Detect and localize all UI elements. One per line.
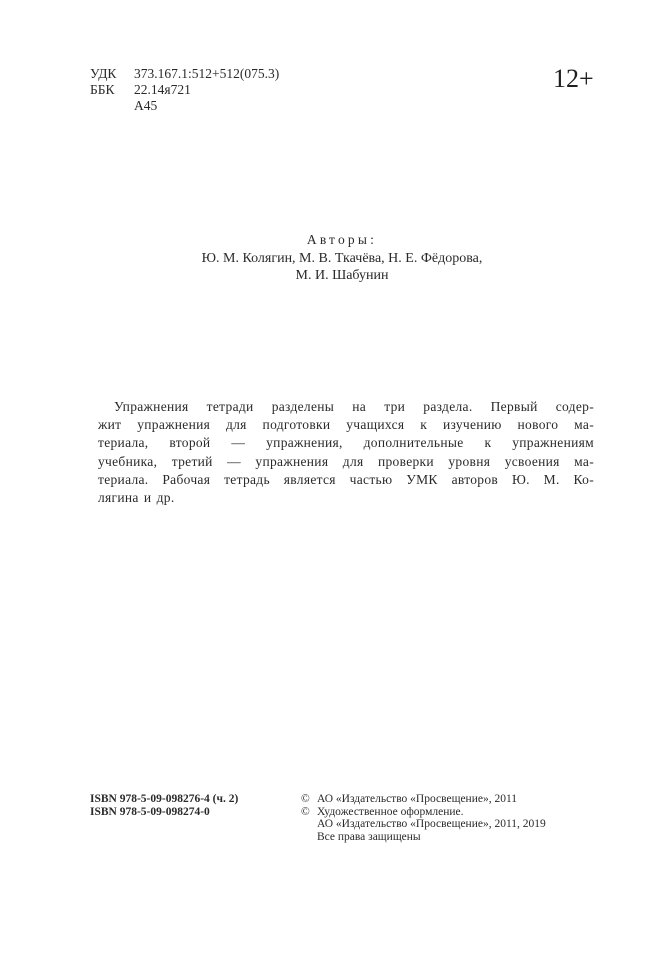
udk-row [90, 66, 279, 82]
isbn-line: ISBN 978-5-09-098274-0 [90, 805, 210, 818]
authors-line-1: Ю. М. Колягин, М. В. Ткачёва, Н. Е. Фёдорова, [201, 251, 483, 266]
annotation-paragraph [98, 398, 594, 507]
annotation-line: териала. Рабочая тетрадь является частью УМК авторов Ю. М. Ко- [98, 471, 594, 487]
age-rating: 12+ [553, 64, 594, 93]
copyright-icon: © [301, 793, 310, 805]
bbk-value: 22.14я721 [134, 82, 191, 97]
authors-heading: Авторы: [306, 232, 378, 247]
annotation-line: жит упражнения для подготовки учащихся к изучению нового ма- [98, 417, 594, 433]
authors-list [0, 250, 650, 284]
copyright-line: АО «Издательство «Просвещение», 2011, 2019 [317, 818, 546, 830]
author-mark: А45 [134, 98, 158, 113]
udk-label: УДК [90, 66, 117, 81]
copyright-line: © АО «Издательство «Просвещение», 2011 [301, 793, 518, 805]
isbn-line: ISBN 978-5-09-098276-4 (ч. 2) [90, 793, 239, 805]
copyright-line: © Художественное оформление. [301, 805, 464, 818]
annotation-line: Упражнения тетради разделены на три раздела. Первый содер- [114, 399, 594, 414]
rights-reserved: Все права защищены [317, 830, 421, 843]
annotation-line: лягина и др. [98, 490, 175, 506]
bbk-label: ББК [90, 82, 115, 97]
author-mark-row [90, 98, 279, 114]
udk-value: 373.167.1:512+512(075.3) [134, 66, 280, 81]
bbk-row [90, 82, 279, 98]
authors-line-2: М. И. Шабунин [295, 268, 389, 283]
isbn-block [90, 793, 238, 818]
copyright-block [301, 793, 546, 843]
copyright-icon: © [301, 805, 310, 818]
annotation-line: учебника, третий — упражнения для проверки уровня усвоения ма- [98, 453, 594, 469]
classification-block [90, 66, 279, 114]
annotation-line: териала, второй — упражнения, дополнительные к упражнениям [98, 435, 594, 451]
